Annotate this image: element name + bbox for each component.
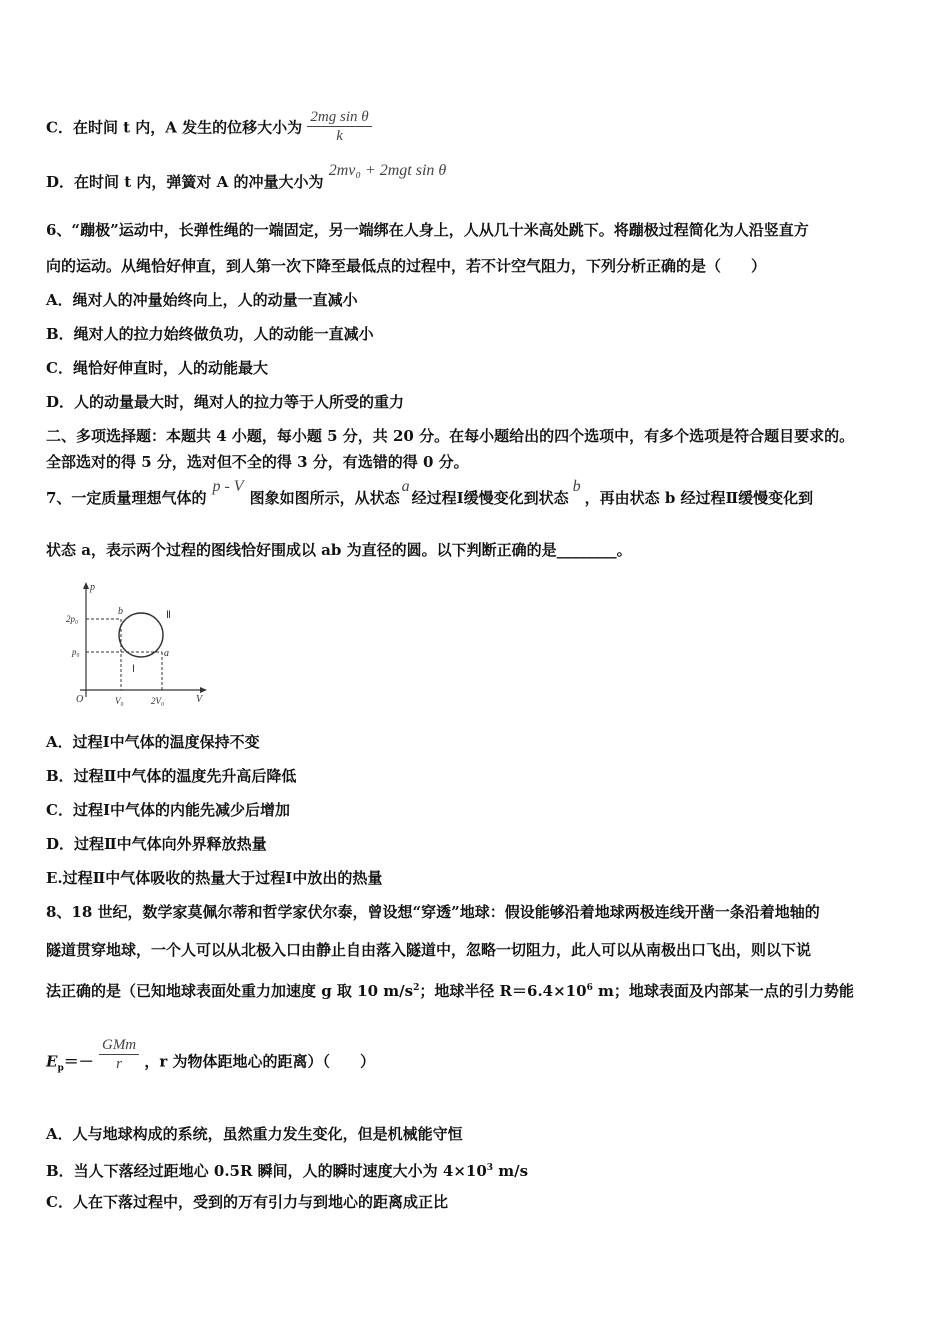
process-circle — [119, 613, 163, 657]
tick-2p0: 2p₀ — [66, 614, 79, 624]
v-axis-arrow-icon — [200, 687, 207, 693]
q8-option-c: C．人在下落过程中，受到的万有引力与到地心的距离成正比 — [46, 1193, 448, 1211]
q7-pv-diagram — [64, 580, 214, 710]
point-a-label: a — [164, 648, 169, 659]
q5-option-d — [46, 162, 447, 193]
tick-2v0: 2V₀ — [151, 696, 165, 706]
q8-line3-part1: 法正确的是（已知地球表面处重力加速度 g 取 10 m/s — [46, 982, 414, 1000]
q6-option-d: D．人的动量最大时，绳对人的拉力等于人所受的重力 — [46, 393, 405, 411]
q8-option-b-text: B．当人下落经过距地心 0.5R 瞬间，人的瞬时速度大小为 4×10 — [46, 1162, 487, 1180]
process-1-label: Ⅰ — [132, 664, 135, 675]
q5-option-c-text: C．在时间 t 内，A 发生的位移大小为 — [46, 118, 303, 137]
q7-stem-part4: ，再由状态 b 经过程Ⅱ缓慢变化到 — [584, 489, 814, 507]
q7-state-b: b — [572, 478, 581, 495]
point-b-label: b — [118, 606, 123, 617]
q8-stem-line3 — [46, 978, 854, 1001]
q7-stem-line2: 状态 a，表示两个过程的图线恰好围成以 ab 为直径的圆。以下判断正确的是________。 — [46, 541, 632, 559]
q8-stem-line1: 8、18 世纪，数学家莫佩尔蒂和哲学家伏尔泰，曾设想“穿透”地球：假设能够沿着地球两极连线开凿一条沿着地轴的 — [46, 903, 820, 921]
q6-option-a: A．绳对人的冲量始终向上，人的动量一直减小 — [46, 291, 358, 309]
q7-state-a: a — [401, 478, 410, 495]
q7-stem-part2: 图象如图所示，从状态 — [249, 489, 400, 507]
ep-fraction — [99, 1036, 139, 1073]
section2-heading-line2: 全部选对的得 5 分，选对但不全的得 3 分，有选错的得 0 分。 — [46, 453, 469, 471]
q5-option-c — [46, 110, 372, 147]
section2-heading-line1: 二、多项选择题：本题共 4 小题，每小题 5 分，共 20 分。在每小题给出的四个选项中，有多个选项是符合题目要求的。 — [46, 427, 855, 445]
v-axis-label: V — [196, 694, 203, 705]
q5-option-d-math: 2mv₀ + 2mgt sin θ — [328, 162, 447, 179]
q8-ep-formula-line — [46, 1037, 376, 1081]
origin-label: O — [76, 694, 84, 705]
ep-symbol: E — [46, 1052, 58, 1071]
tick-v0: V₀ — [115, 696, 124, 706]
tick-p0: p₀ — [72, 647, 80, 657]
q7-option-b: B．过程Ⅱ中气体的温度先升高后降低 — [46, 767, 297, 785]
fraction-denominator: k — [336, 128, 343, 144]
ep-fraction-numerator: GMm — [99, 1036, 139, 1055]
q5-option-c-fraction — [307, 108, 371, 145]
q7-stem-part3: 经过程Ⅰ缓慢变化到状态 — [411, 489, 569, 507]
q8-line3-sup2: 6 — [586, 983, 593, 993]
p-axis-arrow-icon — [83, 582, 89, 589]
q6-option-c: C．绳恰好伸直时，人的动能最大 — [46, 359, 268, 377]
q8-option-b — [46, 1158, 528, 1181]
q6-option-b: B．绳对人的拉力始终做负功，人的动能一直减小 — [46, 325, 374, 343]
q7-pv-symbol: p - V — [212, 478, 244, 495]
fraction-numerator: 2mg sin θ — [307, 108, 371, 127]
q8-line3-sup1: 2 — [413, 983, 420, 993]
p-axis-label: p — [90, 582, 95, 593]
q7-option-e: E.过程Ⅱ中气体吸收的热量大于过程Ⅰ中放出的热量 — [46, 869, 383, 887]
q8-option-a: A．人与地球构成的系统，虽然重力发生变化，但是机械能守恒 — [46, 1125, 463, 1143]
process-2-label: Ⅱ — [166, 610, 171, 621]
ep-subscript: p — [57, 1063, 64, 1074]
q8-line3-part2: ；地球半径 R＝6.4×10 — [419, 982, 587, 1000]
q5-option-d-text: D．在时间 t 内，弹簧对 A 的冲量大小为 — [46, 173, 324, 191]
q7-option-d: D．过程Ⅱ中气体向外界释放热量 — [46, 835, 267, 853]
q8-stem-line2: 隧道贯穿地球，一个人可以从北极入口由静止自由落入隧道中，忽略一切阻力，此人可以从南极出口飞出，则以下说 — [46, 941, 812, 959]
ep-equals: ＝－ — [63, 1052, 94, 1071]
q8-line3-part3: m；地球表面及内部某一点的引力势能 — [592, 982, 854, 1000]
q7-option-c: C．过程Ⅰ中气体的内能先减少后增加 — [46, 801, 290, 819]
ep-tail-text: ，r 为物体距地心的距离）（ ） — [144, 1052, 376, 1071]
ep-fraction-denominator: r — [116, 1056, 122, 1072]
q8-option-b-unit: m/s — [493, 1162, 529, 1180]
q6-stem-line2: 向的运动。从绳恰好伸直，到人第一次下降至最低点的过程中，若不计空气阻力，下列分析正确的是（ ） — [46, 257, 767, 275]
q7-stem-part1: 7、一定质量理想气体的 — [46, 489, 207, 507]
q8-option-b-sup: 3 — [486, 1163, 494, 1173]
q6-stem-line1: 6、“蹦极”运动中，长弹性绳的一端固定，另一端绑在人身上，人从几十米高处跳下。将蹦极过程简化为人沿竖直方 — [46, 221, 809, 239]
q7-option-a: A．过程Ⅰ中气体的温度保持不变 — [46, 733, 260, 751]
q7-stem-line1 — [46, 478, 814, 509]
